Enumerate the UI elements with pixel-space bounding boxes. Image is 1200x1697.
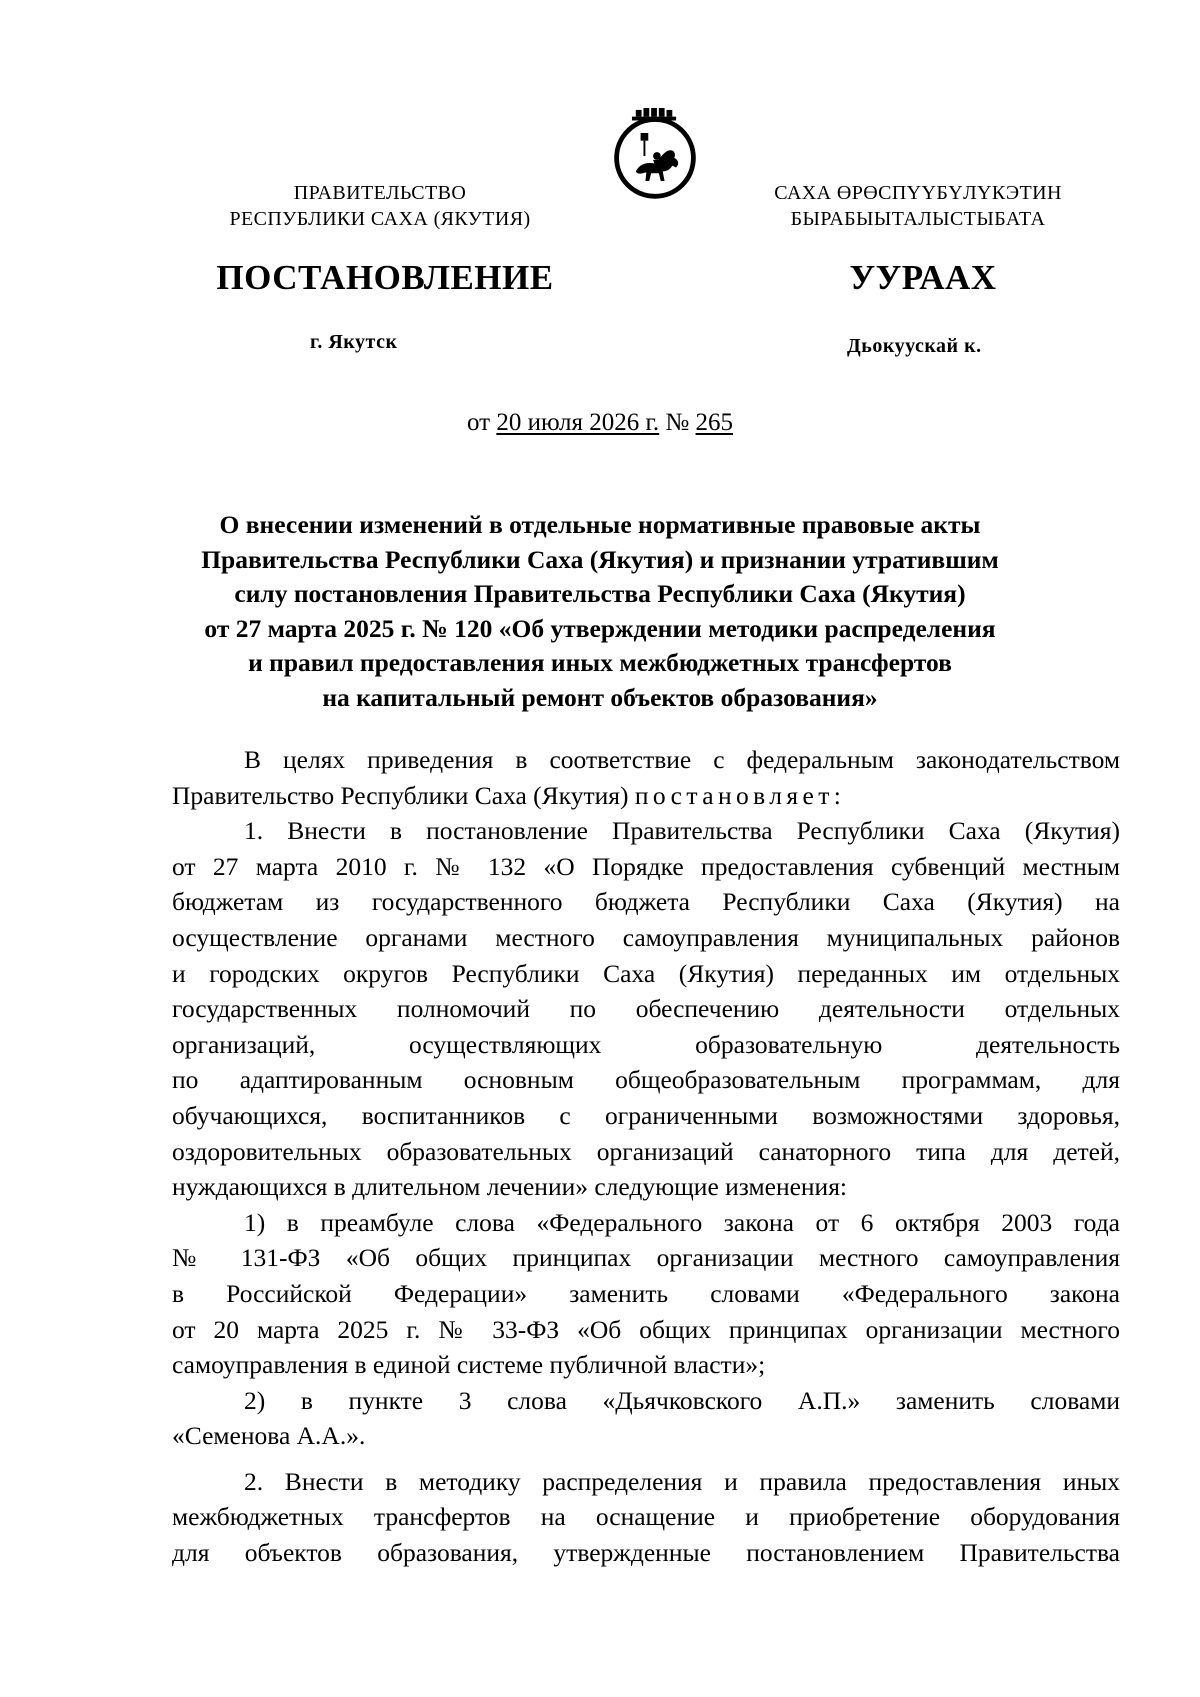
title-line: на капитальный ремонт объектов образования» bbox=[322, 682, 878, 712]
preamble-verb: постановляет: bbox=[634, 780, 846, 810]
subitem-1-line: № 131-ФЗ «Об общих принципах организации местного самоуправления bbox=[172, 1243, 1120, 1273]
document-type-sah: УУРААХ bbox=[849, 258, 997, 297]
item-1-line: государственных полномочий по обеспечению деятельности отдельных bbox=[172, 994, 1120, 1024]
item-1-line: нуждающихся в длительном лечении» следующие изменения: bbox=[172, 1172, 848, 1202]
document-type-ru: ПОСТАНОВЛЕНИЕ bbox=[216, 258, 554, 297]
city-sah: Дьокуускай к. bbox=[847, 335, 982, 357]
date-prefix: от bbox=[466, 409, 491, 436]
document-number: 265 bbox=[695, 409, 734, 436]
subitem-1-line: от 20 марта 2025 г. № 33-ФЗ «Об общих принципах организации местного bbox=[172, 1314, 1120, 1344]
item-1-line: 1. Внести в постановление Правительства Республики Саха (Якутия) bbox=[244, 816, 1120, 846]
document-body bbox=[172, 742, 1120, 1571]
item-2-line: 2. Внести в методику распределения и правила предоставления иных bbox=[244, 1466, 1120, 1496]
item-1-line: обучающихся, воспитанников с ограниченными возможностями здоровья, bbox=[172, 1100, 1120, 1130]
city-ru: г. Якутск bbox=[310, 331, 398, 353]
subitem-2-line: 2) в пункте 3 слова «Дьячковского А.П.» заменить словами bbox=[244, 1385, 1120, 1415]
subitem-1-line: 1) в преамбуле слова «Федерального закона от 6 октября 2003 года bbox=[244, 1207, 1120, 1237]
organization-name-sah-line: САХА ӨРӨСПҮҮБҮЛҮКЭТИН bbox=[774, 182, 1062, 204]
item-2-line: для объектов образования, утвержденные постановлением Правительства bbox=[172, 1538, 1120, 1568]
subitem-1-line: самоуправления в единой системе публичной власти»; bbox=[172, 1350, 766, 1380]
organization-name-sah bbox=[728, 180, 1108, 232]
item-1-line: бюджетам из государственного бюджета Республики Саха (Якутия) на bbox=[172, 887, 1120, 917]
title-line: силу постановления Правительства Республики Саха (Якутия) bbox=[234, 579, 966, 608]
coat-of-arms-of-yakutia-icon bbox=[607, 108, 703, 204]
number-sign: № bbox=[665, 409, 690, 436]
title-line: и правил предоставления иных межбюджетных трансфертов bbox=[248, 648, 952, 677]
organization-name-sah-line: БЫРАБЫЫТАЛЫСТЫБАТА bbox=[790, 208, 1046, 230]
preamble-subject: Правительство Республики Саха (Якутия) bbox=[172, 780, 629, 810]
preamble-line: В целях приведения в соответствие с федеральным законодательством bbox=[244, 745, 1120, 774]
title-line: от 27 марта 2025 г. № 120 «Об утверждении методики распределения bbox=[204, 613, 996, 643]
organization-name-ru-line: РЕСПУБЛИКИ САХА (ЯКУТИЯ) bbox=[229, 208, 531, 230]
subitem-1-line: в Российской Федерации» заменить словами «Федерального закона bbox=[172, 1278, 1120, 1308]
item-1-line: по адаптированным основным общеобразовательным программам, для bbox=[172, 1065, 1120, 1095]
preamble-line bbox=[172, 778, 1120, 814]
document-date-number bbox=[0, 408, 1200, 438]
document-title bbox=[150, 508, 1050, 715]
item-1-line: и городских округов Республики Саха (Якутия) переданных им отдельных bbox=[172, 958, 1120, 988]
item-1-line: оздоровительных образовательных организаций санаторного типа для детей, bbox=[172, 1136, 1120, 1166]
item-1-line: организаций, осуществляющих образовательную деятельность bbox=[172, 1029, 1120, 1059]
item-2-line: межбюджетных трансфертов на оснащение и приобретение оборудования bbox=[172, 1502, 1120, 1532]
subitem-2-line: «Семенова А.А.». bbox=[172, 1421, 366, 1451]
organization-name-ru bbox=[165, 180, 595, 232]
item-1-line: осуществление органами местного самоуправления муниципальных районов bbox=[172, 922, 1120, 952]
item-1-line: от 27 марта 2010 г. № 132 «О Порядке предоставления субвенций местным bbox=[172, 851, 1120, 881]
organization-name-ru-line: ПРАВИТЕЛЬСТВО bbox=[293, 182, 467, 204]
document-date: 20 июля 2026 г. bbox=[496, 409, 660, 436]
title-line: О внесении изменений в отдельные нормативные правовые акты bbox=[219, 510, 981, 539]
title-line: Правительства Республики Саха (Якутия) и признании утратившим bbox=[201, 544, 999, 574]
